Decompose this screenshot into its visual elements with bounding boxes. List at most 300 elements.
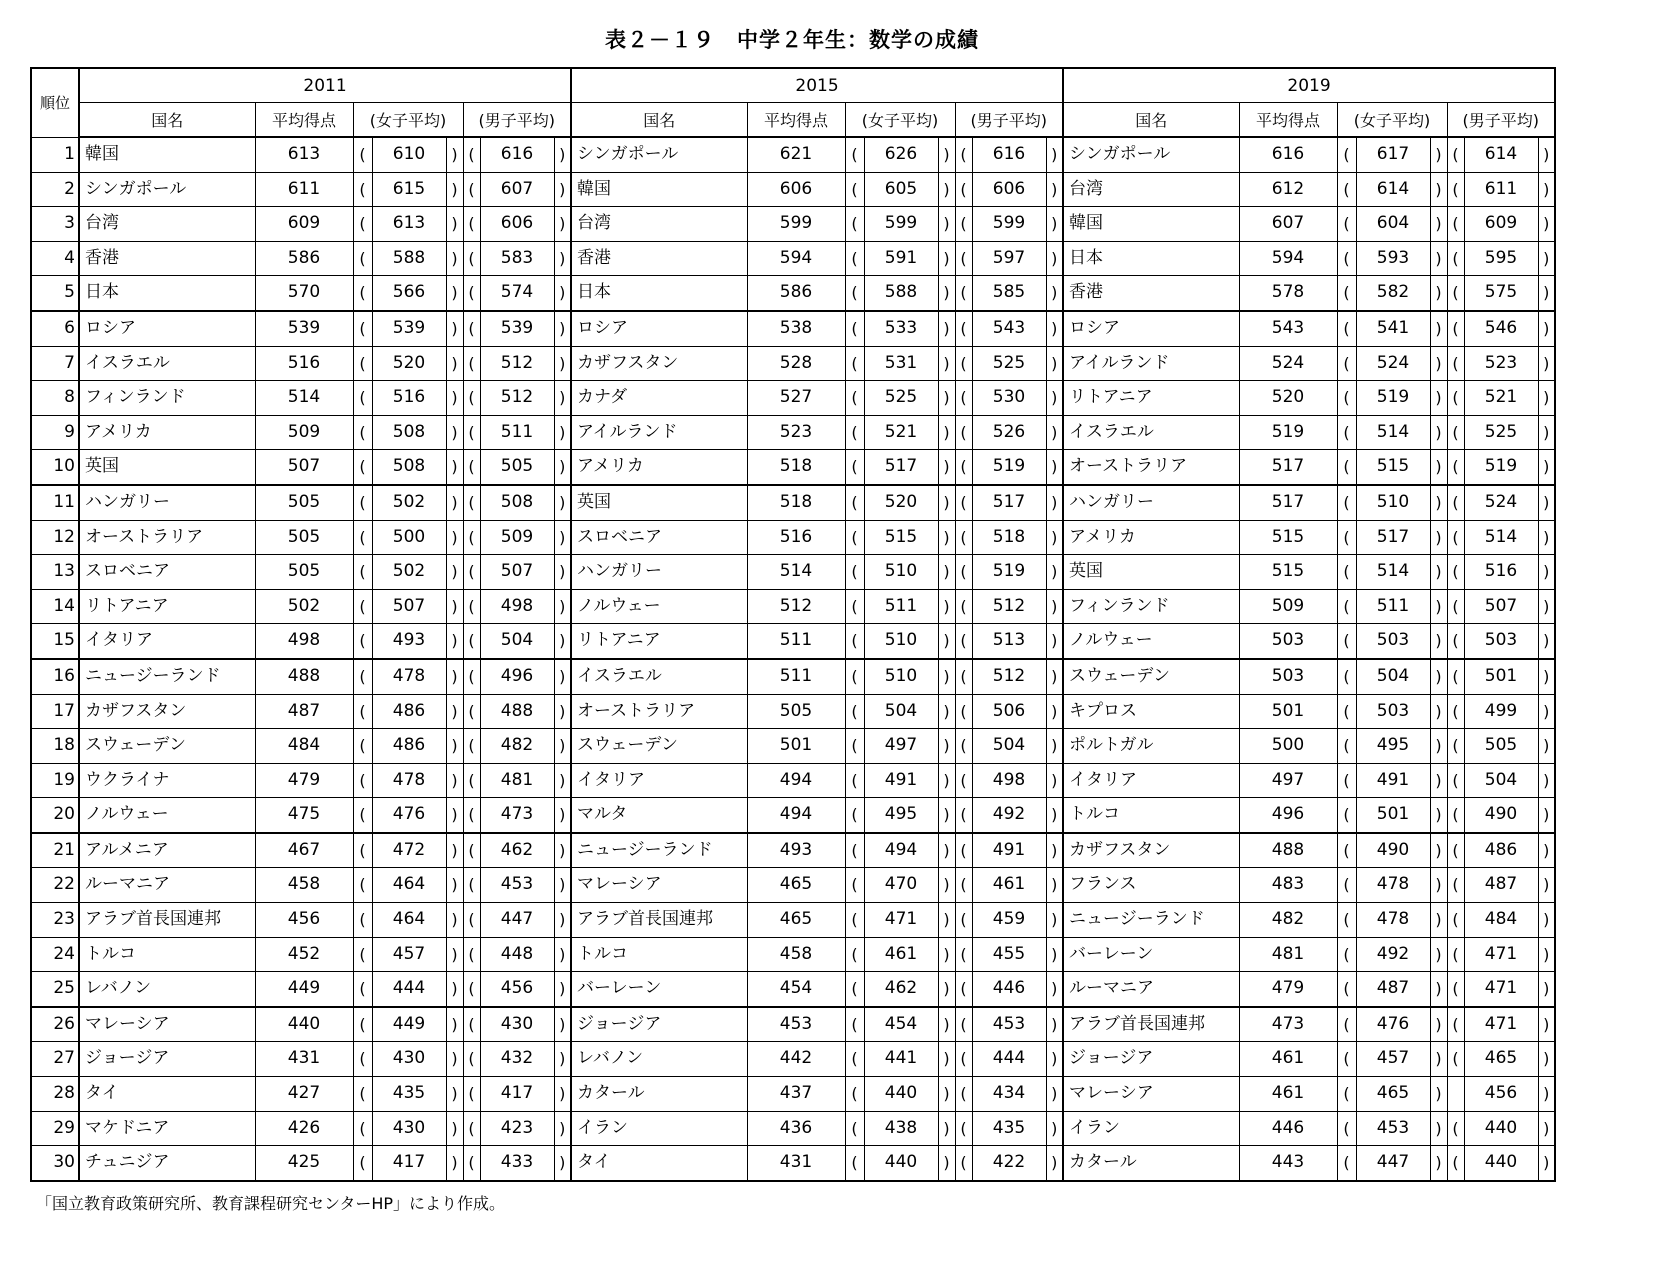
table-row — [31, 624, 1555, 659]
boys-score-cell: 504 — [972, 729, 1046, 764]
close-paren: ) — [554, 1111, 571, 1146]
table-row — [31, 1042, 1555, 1077]
girls-score-cell: 502 — [372, 555, 446, 590]
girls-score-cell: 464 — [372, 903, 446, 938]
avg-score-cell: 507 — [255, 450, 353, 485]
open-paren: ( — [955, 659, 972, 694]
close-paren: ) — [554, 450, 571, 485]
country-cell-2015: 韓国 — [571, 172, 747, 207]
open-paren: ( — [845, 1146, 864, 1181]
open-paren: ( — [463, 207, 480, 242]
close-paren: ) — [446, 485, 463, 520]
country-cell-2019: スウェーデン — [1063, 659, 1239, 694]
country-cell-2011: 英国 — [79, 450, 255, 485]
avg-score-cell: 519 — [1239, 415, 1337, 450]
open-paren: ( — [845, 1111, 864, 1146]
close-paren: ) — [1046, 763, 1063, 798]
open-paren: ( — [1447, 172, 1464, 207]
open-paren: ( — [353, 868, 372, 903]
avg-score-cell: 498 — [255, 624, 353, 659]
close-paren: ) — [446, 972, 463, 1007]
girls-score-cell: 588 — [864, 276, 938, 311]
close-paren: ) — [938, 241, 955, 276]
open-paren: ( — [955, 1007, 972, 1042]
close-paren: ) — [554, 972, 571, 1007]
boys-score-cell: 523 — [1464, 346, 1538, 381]
table-row — [31, 137, 1555, 172]
boys-header-2011: (男子平均) — [463, 103, 571, 138]
open-paren: ( — [1447, 589, 1464, 624]
country-cell-2015: 台湾 — [571, 207, 747, 242]
open-paren: ( — [463, 972, 480, 1007]
open-paren: ( — [1337, 937, 1356, 972]
close-paren: ) — [446, 1007, 463, 1042]
open-paren: ( — [463, 520, 480, 555]
girls-score-cell: 478 — [372, 763, 446, 798]
open-paren: ( — [845, 555, 864, 590]
avg-header-2011: 平均得点 — [255, 103, 353, 138]
close-paren: ) — [446, 659, 463, 694]
country-cell-2019: ノルウェー — [1063, 624, 1239, 659]
open-paren: ( — [463, 555, 480, 590]
country-cell-2019: リトアニア — [1063, 381, 1239, 416]
country-cell-2011: ロシア — [79, 311, 255, 346]
avg-score-cell: 505 — [255, 485, 353, 520]
close-paren: ) — [938, 1077, 955, 1112]
avg-score-cell: 503 — [1239, 624, 1337, 659]
girls-header-2019: (女子平均) — [1337, 103, 1447, 138]
open-paren: ( — [955, 520, 972, 555]
country-cell-2011: 台湾 — [79, 207, 255, 242]
open-paren: ( — [463, 659, 480, 694]
open-paren: ( — [1337, 868, 1356, 903]
boys-score-cell: 546 — [1464, 311, 1538, 346]
close-paren: ) — [938, 346, 955, 381]
close-paren: ) — [554, 659, 571, 694]
country-cell-2015: リトアニア — [571, 624, 747, 659]
boys-score-cell: 453 — [480, 868, 554, 903]
close-paren: ) — [1046, 381, 1063, 416]
girls-score-cell: 430 — [372, 1042, 446, 1077]
avg-score-cell: 482 — [1239, 903, 1337, 938]
close-paren: ) — [1046, 276, 1063, 311]
open-paren: ( — [845, 868, 864, 903]
open-paren: ( — [955, 172, 972, 207]
open-paren: ( — [955, 1146, 972, 1181]
column-header-row — [31, 103, 1555, 138]
open-paren: ( — [463, 241, 480, 276]
country-cell-2019: バーレーン — [1063, 937, 1239, 972]
close-paren: ) — [1538, 1077, 1555, 1112]
girls-score-cell: 486 — [372, 694, 446, 729]
country-cell-2011: シンガポール — [79, 172, 255, 207]
open-paren: ( — [463, 694, 480, 729]
girls-score-cell: 462 — [864, 972, 938, 1007]
open-paren: ( — [955, 589, 972, 624]
close-paren: ) — [1430, 833, 1447, 868]
boys-score-cell: 530 — [972, 381, 1046, 416]
girls-score-cell: 508 — [372, 415, 446, 450]
close-paren: ) — [1046, 311, 1063, 346]
avg-score-cell: 446 — [1239, 1111, 1337, 1146]
boys-score-cell: 417 — [480, 1077, 554, 1112]
boys-score-cell: 435 — [972, 1111, 1046, 1146]
boys-score-cell: 482 — [480, 729, 554, 764]
close-paren: ) — [1046, 485, 1063, 520]
close-paren: ) — [1430, 937, 1447, 972]
year-header-2015: 2015 — [571, 68, 1063, 103]
close-paren: ) — [938, 903, 955, 938]
country-cell-2011: 香港 — [79, 241, 255, 276]
close-paren: ) — [1538, 694, 1555, 729]
boys-score-cell: 432 — [480, 1042, 554, 1077]
table-row — [31, 555, 1555, 590]
open-paren: ( — [1447, 624, 1464, 659]
country-cell-2019: アメリカ — [1063, 520, 1239, 555]
boys-score-cell: 486 — [1464, 833, 1538, 868]
boys-score-cell: 440 — [1464, 1146, 1538, 1181]
open-paren: ( — [353, 241, 372, 276]
close-paren: ) — [554, 694, 571, 729]
close-paren: ) — [938, 137, 955, 172]
girls-score-cell: 508 — [372, 450, 446, 485]
girls-score-cell: 438 — [864, 1111, 938, 1146]
close-paren: ) — [446, 207, 463, 242]
boys-score-cell: 504 — [1464, 763, 1538, 798]
close-paren: ) — [1046, 1146, 1063, 1181]
open-paren: ( — [955, 694, 972, 729]
close-paren: ) — [1046, 868, 1063, 903]
open-paren: ( — [845, 172, 864, 207]
girls-score-cell: 502 — [372, 485, 446, 520]
boys-score-cell: 509 — [480, 520, 554, 555]
close-paren: ) — [1046, 137, 1063, 172]
close-paren: ) — [938, 450, 955, 485]
open-paren: ( — [955, 241, 972, 276]
rank-cell: 15 — [31, 624, 79, 659]
country-cell-2011: アラブ首長国連邦 — [79, 903, 255, 938]
country-cell-2011: ウクライナ — [79, 763, 255, 798]
table-row — [31, 763, 1555, 798]
open-paren: ( — [353, 1111, 372, 1146]
close-paren: ) — [554, 555, 571, 590]
avg-score-cell: 497 — [1239, 763, 1337, 798]
close-paren: ) — [1046, 903, 1063, 938]
close-paren: ) — [554, 485, 571, 520]
avg-score-cell: 493 — [747, 833, 845, 868]
country-cell-2011: イスラエル — [79, 346, 255, 381]
open-paren: ( — [845, 1042, 864, 1077]
avg-score-cell: 501 — [1239, 694, 1337, 729]
open-paren: ( — [353, 624, 372, 659]
avg-score-cell: 461 — [1239, 1042, 1337, 1077]
close-paren: ) — [1046, 972, 1063, 1007]
girls-score-cell: 461 — [864, 937, 938, 972]
close-paren: ) — [1046, 937, 1063, 972]
boys-score-cell: 505 — [480, 450, 554, 485]
girls-score-cell: 495 — [864, 798, 938, 833]
boys-score-cell: 504 — [480, 624, 554, 659]
boys-score-cell: 490 — [1464, 798, 1538, 833]
avg-score-cell: 515 — [1239, 520, 1337, 555]
boys-score-cell: 525 — [972, 346, 1046, 381]
open-paren: ( — [463, 1007, 480, 1042]
open-paren: ( — [353, 381, 372, 416]
boys-score-cell: 473 — [480, 798, 554, 833]
open-paren: ( — [955, 276, 972, 311]
avg-score-cell: 443 — [1239, 1146, 1337, 1181]
country-cell-2015: バーレーン — [571, 972, 747, 1007]
scores-table — [30, 67, 1556, 1182]
close-paren: ) — [938, 589, 955, 624]
avg-score-cell: 473 — [1239, 1007, 1337, 1042]
close-paren: ) — [554, 172, 571, 207]
girls-score-cell: 491 — [1356, 763, 1430, 798]
country-cell-2015: トルコ — [571, 937, 747, 972]
close-paren: ) — [1430, 276, 1447, 311]
girls-score-cell: 454 — [864, 1007, 938, 1042]
table-row — [31, 311, 1555, 346]
close-paren: ) — [1538, 833, 1555, 868]
close-paren: ) — [446, 137, 463, 172]
table-row — [31, 729, 1555, 764]
country-cell-2011: ハンガリー — [79, 485, 255, 520]
country-cell-2015: マレーシア — [571, 868, 747, 903]
rank-header: 順位 — [31, 68, 79, 137]
open-paren: ( — [1337, 485, 1356, 520]
open-paren: ( — [353, 1077, 372, 1112]
open-paren: ( — [1447, 555, 1464, 590]
open-paren: ( — [1447, 485, 1464, 520]
girls-score-cell: 500 — [372, 520, 446, 555]
open-paren: ( — [353, 311, 372, 346]
boys-score-cell: 519 — [972, 555, 1046, 590]
boys-score-cell: 539 — [480, 311, 554, 346]
rank-cell: 29 — [31, 1111, 79, 1146]
girls-score-cell: 471 — [864, 903, 938, 938]
close-paren: ) — [1430, 729, 1447, 764]
open-paren: ( — [1337, 1077, 1356, 1112]
close-paren: ) — [446, 346, 463, 381]
girls-score-cell: 497 — [864, 729, 938, 764]
open-paren: ( — [463, 903, 480, 938]
avg-header-2019: 平均得点 — [1239, 103, 1337, 138]
close-paren: ) — [938, 1111, 955, 1146]
boys-score-cell: 574 — [480, 276, 554, 311]
rank-cell: 8 — [31, 381, 79, 416]
country-cell-2015: ノルウェー — [571, 589, 747, 624]
rank-cell: 25 — [31, 972, 79, 1007]
close-paren: ) — [1538, 450, 1555, 485]
country-cell-2019: オーストラリア — [1063, 450, 1239, 485]
girls-score-cell: 464 — [372, 868, 446, 903]
avg-score-cell: 509 — [1239, 589, 1337, 624]
table-row — [31, 415, 1555, 450]
close-paren: ) — [446, 763, 463, 798]
girls-score-cell: 517 — [1356, 520, 1430, 555]
open-paren: ( — [1337, 1042, 1356, 1077]
table-row — [31, 485, 1555, 520]
boys-score-cell: 505 — [1464, 729, 1538, 764]
boys-score-cell: 583 — [480, 241, 554, 276]
close-paren: ) — [1430, 520, 1447, 555]
close-paren: ) — [1046, 207, 1063, 242]
close-paren: ) — [1430, 1146, 1447, 1181]
close-paren: ) — [554, 381, 571, 416]
boys-score-cell: 525 — [1464, 415, 1538, 450]
country-cell-2011: ニュージーランド — [79, 659, 255, 694]
open-paren: ( — [1337, 450, 1356, 485]
open-paren: ( — [845, 903, 864, 938]
open-paren: ( — [353, 833, 372, 868]
close-paren: ) — [446, 798, 463, 833]
open-paren: ( — [845, 1007, 864, 1042]
open-paren: ( — [845, 346, 864, 381]
boys-score-cell: 430 — [480, 1007, 554, 1042]
boys-score-cell: 423 — [480, 1111, 554, 1146]
country-cell-2015: タイ — [571, 1146, 747, 1181]
table-row — [31, 172, 1555, 207]
open-paren: ( — [1447, 729, 1464, 764]
open-paren: ( — [845, 589, 864, 624]
close-paren: ) — [1046, 659, 1063, 694]
girls-score-cell: 478 — [1356, 868, 1430, 903]
open-paren: ( — [955, 937, 972, 972]
table-row — [31, 1077, 1555, 1112]
country-cell-2011: アメリカ — [79, 415, 255, 450]
open-paren: ( — [463, 729, 480, 764]
close-paren: ) — [1430, 1042, 1447, 1077]
rank-cell: 21 — [31, 833, 79, 868]
boys-score-cell: 616 — [972, 137, 1046, 172]
open-paren: ( — [353, 555, 372, 590]
close-paren: ) — [1538, 241, 1555, 276]
open-paren: ( — [463, 1111, 480, 1146]
girls-score-cell: 511 — [864, 589, 938, 624]
close-paren: ) — [1538, 137, 1555, 172]
avg-score-cell: 456 — [255, 903, 353, 938]
open-paren: ( — [1447, 381, 1464, 416]
close-paren: ) — [446, 415, 463, 450]
boys-score-cell: 501 — [1464, 659, 1538, 694]
open-paren: ( — [955, 798, 972, 833]
close-paren: ) — [554, 624, 571, 659]
open-paren: ( — [1337, 415, 1356, 450]
close-paren: ) — [938, 798, 955, 833]
open-paren: ( — [1337, 972, 1356, 1007]
open-paren: ( — [845, 241, 864, 276]
girls-score-cell: 566 — [372, 276, 446, 311]
open-paren: ( — [845, 276, 864, 311]
boys-score-cell: 456 — [1464, 1077, 1538, 1112]
table-row — [31, 450, 1555, 485]
country-cell-2011: レバノン — [79, 972, 255, 1007]
avg-score-cell: 454 — [747, 972, 845, 1007]
open-paren: ( — [1337, 798, 1356, 833]
open-paren: ( — [1337, 659, 1356, 694]
girls-score-cell: 417 — [372, 1146, 446, 1181]
avg-score-cell: 514 — [255, 381, 353, 416]
close-paren: ) — [554, 1146, 571, 1181]
girls-score-cell: 476 — [1356, 1007, 1430, 1042]
open-paren: ( — [353, 972, 372, 1007]
avg-score-cell: 500 — [1239, 729, 1337, 764]
country-cell-2011: アルメニア — [79, 833, 255, 868]
table-row — [31, 346, 1555, 381]
close-paren: ) — [1046, 1077, 1063, 1112]
close-paren: ) — [1430, 763, 1447, 798]
close-paren: ) — [1538, 1042, 1555, 1077]
boys-score-cell: 448 — [480, 937, 554, 972]
close-paren: ) — [1430, 381, 1447, 416]
open-paren: ( — [1447, 241, 1464, 276]
open-paren: ( — [1337, 555, 1356, 590]
avg-score-cell: 621 — [747, 137, 845, 172]
close-paren: ) — [554, 589, 571, 624]
girls-score-cell: 520 — [372, 346, 446, 381]
avg-score-cell: 502 — [255, 589, 353, 624]
boys-score-cell: 595 — [1464, 241, 1538, 276]
open-paren: ( — [1337, 694, 1356, 729]
close-paren: ) — [1430, 903, 1447, 938]
boys-score-cell: 422 — [972, 1146, 1046, 1181]
country-cell-2019: ルーマニア — [1063, 972, 1239, 1007]
open-paren: ( — [463, 1146, 480, 1181]
girls-score-cell: 491 — [864, 763, 938, 798]
avg-score-cell: 458 — [255, 868, 353, 903]
table-row — [31, 276, 1555, 311]
country-cell-2019: 台湾 — [1063, 172, 1239, 207]
open-paren: ( — [1337, 833, 1356, 868]
boys-score-cell: 447 — [480, 903, 554, 938]
open-paren: ( — [845, 137, 864, 172]
boys-score-cell: 614 — [1464, 137, 1538, 172]
avg-score-cell: 509 — [255, 415, 353, 450]
close-paren: ) — [554, 1077, 571, 1112]
open-paren: ( — [955, 1042, 972, 1077]
country-cell-2015: スロベニア — [571, 520, 747, 555]
boys-score-cell: 465 — [1464, 1042, 1538, 1077]
girls-score-cell: 487 — [1356, 972, 1430, 1007]
close-paren: ) — [446, 311, 463, 346]
girls-score-cell: 525 — [864, 381, 938, 416]
girls-score-cell: 504 — [1356, 659, 1430, 694]
open-paren: ( — [955, 311, 972, 346]
girls-score-cell: 435 — [372, 1077, 446, 1112]
table-row — [31, 868, 1555, 903]
country-cell-2011: スウェーデン — [79, 729, 255, 764]
girls-score-cell: 493 — [372, 624, 446, 659]
girls-score-cell: 514 — [1356, 415, 1430, 450]
open-paren: ( — [845, 972, 864, 1007]
boys-score-cell: 512 — [972, 659, 1046, 694]
girls-score-cell: 614 — [1356, 172, 1430, 207]
country-cell-2019: 韓国 — [1063, 207, 1239, 242]
rank-cell: 16 — [31, 659, 79, 694]
country-header-2011: 国名 — [79, 103, 255, 138]
open-paren: ( — [1447, 207, 1464, 242]
close-paren: ) — [446, 729, 463, 764]
open-paren: ( — [955, 137, 972, 172]
open-paren: ( — [1447, 137, 1464, 172]
open-paren: ( — [353, 1042, 372, 1077]
open-paren: ( — [845, 1077, 864, 1112]
open-paren: ( — [463, 624, 480, 659]
boys-score-cell: 518 — [972, 520, 1046, 555]
open-paren: ( — [1447, 311, 1464, 346]
country-header-2015: 国名 — [571, 103, 747, 138]
boys-score-cell: 511 — [480, 415, 554, 450]
